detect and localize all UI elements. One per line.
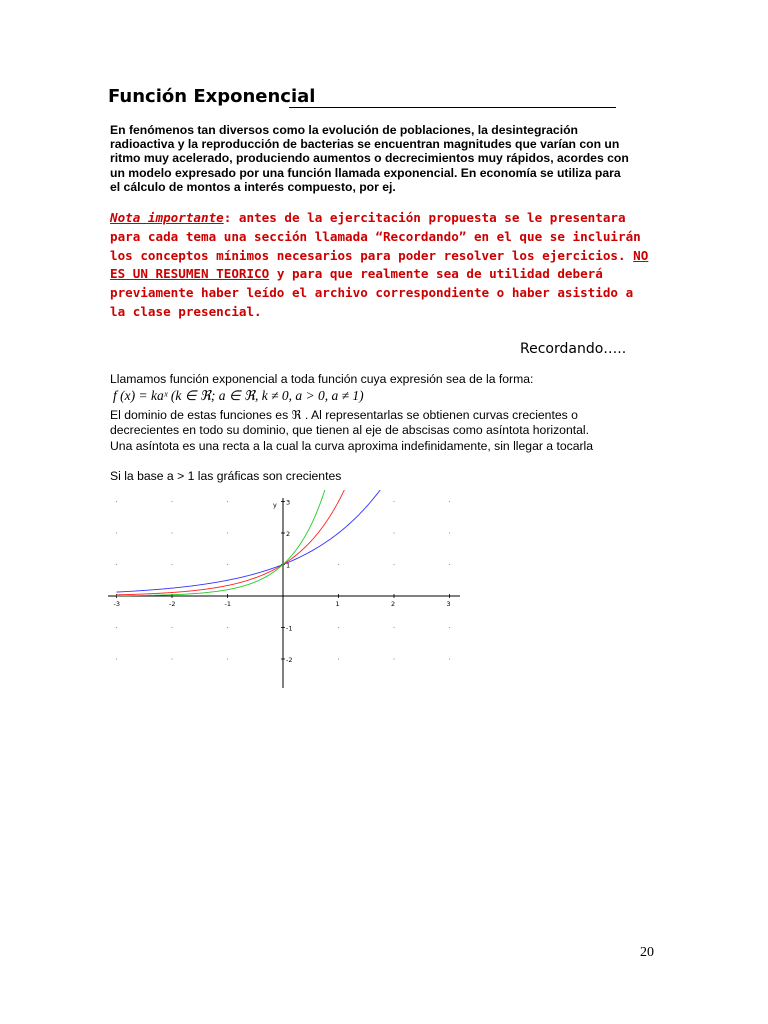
grid-dot [393, 501, 394, 502]
intro-paragraph: En fenómenos tan diversos como la evolución de poblaciones, la desintegración radioactiva y la reproducción de bacterias se encuentran magnitudes que varían con un ritmo muy acelerado, produciendo aumentos o decrecimientos muy rápidos, acordes con un modelo expresado por una función llamada exponencial. En economía se utiliza para el cálculo de montos a interés compuesto, por ej. [110, 123, 629, 194]
grid-dot [227, 627, 228, 628]
grid-dot [116, 564, 117, 565]
page-title: Función Exponencial [108, 86, 316, 107]
chart-ticks [114, 490, 451, 664]
grid-dot [338, 658, 339, 659]
grid-dot [393, 627, 394, 628]
grid-dot [227, 501, 228, 502]
grid-dot [338, 564, 339, 565]
x-tick-label: -2 [169, 600, 176, 608]
y-tick-label: 2 [286, 530, 291, 538]
note-underlined: NO ES UN RESUMEN TEORICO [110, 247, 649, 282]
x-tick-label: -1 [224, 600, 231, 608]
grid-dot [227, 658, 228, 659]
grid-dot [116, 532, 117, 533]
domain-text: El dominio de estas funciones es ℜ . Al representarlas se obtienen curvas crecientes o decrecientes en todo su dominio, que tienen al eje de abscisas como asíntota horizontal. [110, 408, 589, 437]
x-tick-label: 2 [391, 600, 396, 608]
grid-dot [393, 564, 394, 565]
y-tick-label: -2 [286, 656, 293, 664]
grid-dot [227, 532, 228, 533]
grid-dot [449, 627, 450, 628]
exponential-chart [100, 490, 470, 690]
base-text: Si la base a > 1 las gráficas son crecientes [110, 469, 342, 483]
grid-dot [393, 658, 394, 659]
curve-series [117, 490, 331, 596]
note-label: Nota importante [110, 210, 224, 225]
y-tick-label: -1 [286, 624, 293, 633]
y-tick-label: 1 [286, 561, 291, 570]
curve-series [117, 490, 393, 592]
grid-dot [116, 501, 117, 502]
grid-dot [171, 532, 172, 533]
grid-dot [449, 658, 450, 659]
title-underline [289, 107, 616, 108]
y-axis-label: y [273, 501, 277, 509]
grid-dot [227, 564, 228, 565]
x-tick-label: 1 [335, 600, 340, 608]
definition-text: Llamamos función exponencial a toda función cuya expresión sea de la forma: [110, 372, 534, 386]
note-text-2: y para que realmente sea de utilidad deberá previamente haber leído el archivo correspondiente o haber asistido a la clase presencial. [110, 266, 634, 319]
page-number: 20 [640, 945, 654, 960]
chart-curves [117, 490, 393, 596]
grid-dot [338, 627, 339, 628]
important-note [110, 209, 650, 322]
x-tick-label: 3 [446, 600, 451, 608]
grid-dot [171, 658, 172, 659]
grid-dot [449, 532, 450, 533]
asymptote-text: Una asíntota es una recta a la cual la curva aproxima indefinidamente, sin llegar a tocarla [110, 439, 594, 453]
grid-dot [171, 627, 172, 628]
grid-dot [116, 658, 117, 659]
y-tick-label: 3 [286, 498, 291, 507]
x-tick-label: -3 [113, 600, 120, 608]
grid-dot [393, 532, 394, 533]
grid-dot [171, 501, 172, 502]
formula: f (x) = kaˣ (k ∈ ℜ; a ∈ ℜ, k ≠ 0, a > 0, a ≠ 1) [113, 388, 364, 403]
grid-dot [449, 501, 450, 502]
recordando-heading: Recordando….. [520, 341, 627, 357]
grid-dot [171, 564, 172, 565]
note-text-1: : antes de la ejercitación propuesta se le presentara para cada tema una sección llamada “Recordando” en el que se incluirán los conceptos mínimos necesarios para poder resolver los ejercicios. [110, 210, 641, 263]
grid-dot [449, 564, 450, 565]
grid-dot [116, 627, 117, 628]
